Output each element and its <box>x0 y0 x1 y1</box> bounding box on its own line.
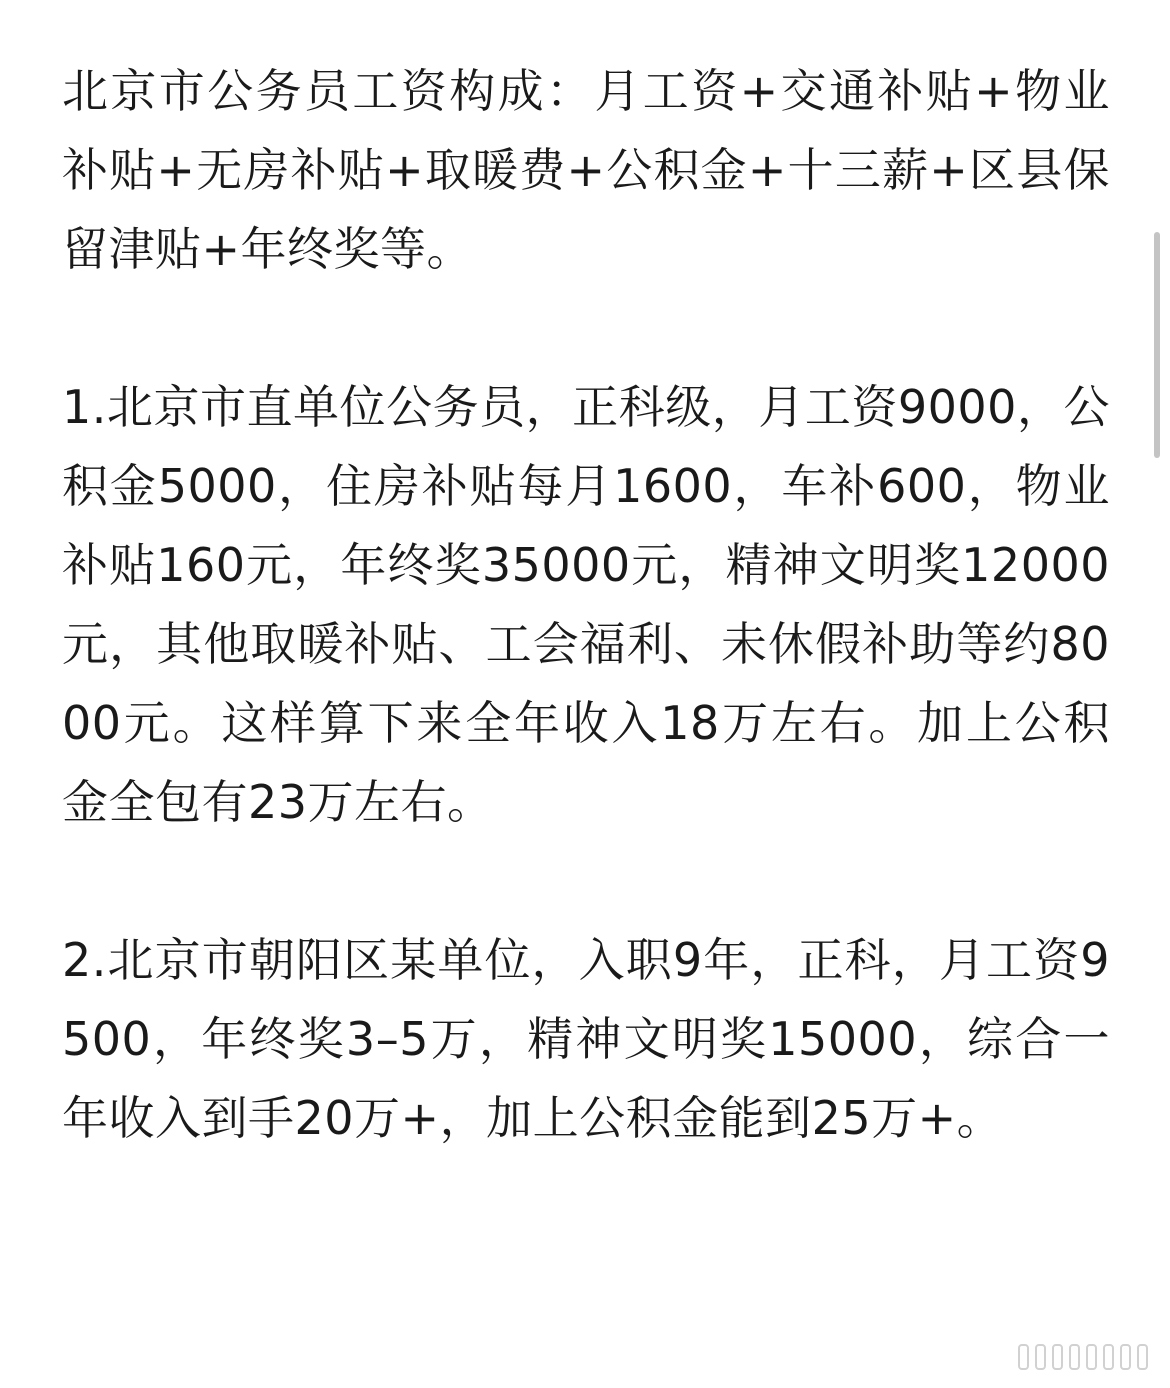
watermark-bar-icon <box>1120 1344 1131 1370</box>
watermark-bar-icon <box>1069 1344 1080 1370</box>
article-body <box>62 52 1110 1158</box>
watermark-bar-icon <box>1103 1344 1114 1370</box>
watermark-bar-icon <box>1035 1344 1046 1370</box>
example-2-paragraph: 2.北京市朝阳区某单位，入职9年，正科，月工资9500，年终奖3–5万，精神文明奖15000，综合一年收入到手20万+，加上公积金能到25万+。 <box>62 933 1110 1145</box>
paragraph-spacer <box>62 289 1110 368</box>
intro-paragraph: 北京市公务员工资构成：月工资+交通补贴+物业补贴+无房补贴+取暖费+公积金+十三薪+区县保留津贴+年终奖等。 <box>62 64 1110 276</box>
vertical-scrollbar[interactable] <box>1154 232 1160 458</box>
watermark-bar-icon <box>1052 1344 1063 1370</box>
watermark-bar-icon <box>1137 1344 1148 1370</box>
paragraph-spacer <box>62 842 1110 921</box>
watermark-logo <box>1018 1344 1148 1370</box>
watermark-bar-icon <box>1018 1344 1029 1370</box>
example-1-paragraph: 1.北京市直单位公务员，正科级，月工资9000，公积金5000，住房补贴每月1600，车补600，物业补贴160元，年终奖35000元，精神文明奖12000元，其他取暖补贴、工会福利、未休假补助等约8000元。这样算下来全年收入18万左右。加上公积金全包有23万左右。 <box>62 380 1110 829</box>
watermark-bar-icon <box>1086 1344 1097 1370</box>
